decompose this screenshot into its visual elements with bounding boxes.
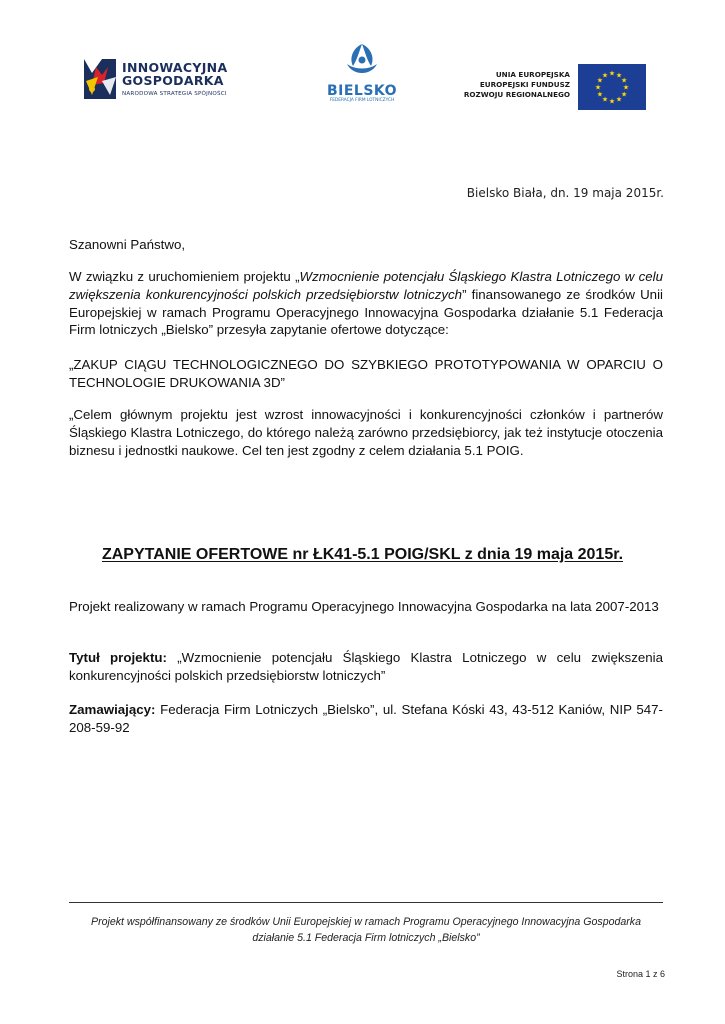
intro-suffix: ” finansowanego ze środków Unii Europejskiej w ramach Programu Operacyjnego Innowacyjna Gospodarka działanie 5.1 Federacja Firm lotniczych „Bielsko” przesyła zapytanie ofertowe dotyczące: [69,286,663,338]
eu-star-icon: ★ [622,84,630,92]
eu-star-icon: ★ [601,72,609,80]
greeting: Szanowni Państwo, [69,237,186,252]
footer-note: Projekt współfinansowany ze środków Unii Europejskiej w ramach Programu Operacyjnego Innowacyjna Gospodarka działanie 5.1 Federacja Firm lotniczych „Bielsko” [91,916,641,944]
eu-logo-text [464,70,570,100]
eu-star-icon: ★ [608,98,616,106]
eu-logo-line1: UNIA EUROPEJSKA [495,70,570,79]
eu-star-icon: ★ [608,70,616,78]
program-paragraph: Projekt realizowany w ramach Programu Operacyjnego Innowacyjna Gospodarka na lata 2007-2013 [69,599,659,614]
eu-star-icon: ★ [620,77,628,85]
eu-star-icon: ★ [620,91,628,99]
eu-star-icon: ★ [615,72,623,80]
footer-divider [69,902,663,903]
intro-project-name: Wzmocnienie potencjału Śląskiego Klastra Lotniczego w celu zwiększenia konkurencyjności polskich przedsiębiorstw lotniczych [69,269,663,302]
ig-logo-line1: INNOWACYJNA [122,60,228,75]
goal-paragraph: „Celem głównym projektu jest wzrost innowacyjności i konkurencyjności członków i partnerów Śląskiego Klastra Lotniczego, do którego należą zarówno przedsiębiorcy, jak też instytucje otoczenia biznesu i jednostki naukowe. Cel ten jest zgodny z celem działania 5.1 POIG. [69,407,663,458]
bielsko-logo-sub: FEDERACJA FIRM LOTNICZYCH [329,98,395,103]
offer-title: ZAPYTANIE OFERTOWE nr ŁK41-5.1 POIG/SKL z dnia 19 maja 2015r. [101,546,624,563]
ig-emblem-icon [82,55,120,101]
intro-prefix: W związku z uruchomieniem projektu „ [69,269,300,284]
eu-star-icon: ★ [596,77,604,85]
subject-paragraph: „ZAKUP CIĄGU TECHNOLOGICZNEGO DO SZYBKIEGO PROTOTYPOWANIA W OPARCIU O TECHNOLOGIE DRUKOWANIA 3D” [69,357,663,390]
eu-flag-icon [578,64,646,110]
eu-star-icon: ★ [596,91,604,99]
bielsko-logo-name: BIELSKO [326,83,398,99]
orderer-label: Zamawiający: [69,702,156,717]
orderer-value: Federacja Firm Lotniczych „Bielsko”, ul. Stefana Kóski 43, 43-512 Kaniów, NIP 547-208-59-92 [69,702,663,735]
project-title-label: Tytuł projektu: [69,650,167,665]
intro-paragraph [69,268,663,339]
page-number: Strona 1 z 6 [616,969,665,979]
eu-star-icon: ★ [594,84,602,92]
letter-date: Bielsko Biała, dn. 19 maja 2015r. [466,186,664,200]
ig-logo-text [122,61,227,97]
innowacyjna-gospodarka-logo [82,55,242,113]
ig-logo-line2: GOSPODARKA [122,73,224,88]
bielsko-logo [322,40,402,114]
eu-logo-line3: ROZWOJU REGIONALNEGO [463,90,570,99]
project-title-paragraph [69,649,663,685]
eu-stars-icon [578,64,646,110]
eu-erdf-logo [460,64,646,110]
eu-star-icon: ★ [615,96,623,104]
eu-star-icon: ★ [601,96,609,104]
ig-logo-line3: NARODOWA STRATEGIA SPÓJNOŚCI [122,91,227,97]
bielsko-emblem-icon [343,42,381,82]
eu-logo-line2: EUROPEJSKI FUNDUSZ [479,80,570,89]
project-title-value: „Wzmocnienie potencjału Śląskiego Klastra Lotniczego w celu zwiększenia konkurencyjności polskich przedsiębiorstw lotniczych” [69,650,663,683]
orderer-paragraph [69,701,663,737]
